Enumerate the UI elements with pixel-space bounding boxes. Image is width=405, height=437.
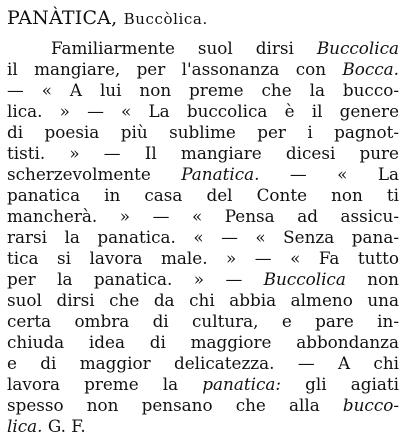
text-run: il mangiare, per l'assonanza con [7, 59, 343, 79]
text-run: G. F. [42, 416, 86, 436]
text-line [7, 290, 399, 311]
text-run: scherzevolmente [7, 164, 182, 184]
text-line [7, 38, 399, 59]
text-run: lavora preme la [7, 374, 203, 394]
italic-term: panatica: [202, 374, 282, 394]
text-run: tisti. » — Il mangiare dicesi pure [7, 143, 399, 163]
text-line [7, 143, 399, 164]
text-run: mancherà. » — « Pensa ad assicu- [7, 206, 399, 226]
text-run: — « A lui non preme che la bucco- [7, 80, 399, 100]
text-line [7, 80, 399, 101]
text-line [7, 206, 399, 227]
text-line [7, 248, 399, 269]
text-line [7, 332, 399, 353]
text-line [7, 101, 399, 122]
text-run: tica si lavora male. » — « Fa tutto [7, 248, 399, 268]
text-run: panatica in casa del Conte non ti [7, 185, 399, 205]
text-run: per la panatica. » — [7, 269, 264, 289]
text-run: rarsi la panatica. « — « Senza pana- [7, 227, 399, 247]
italic-term: Buccolica [263, 269, 346, 289]
entry-heading [7, 6, 208, 31]
italic-term: bucco- [342, 395, 399, 415]
text-run: suol dirsi che da chi abbia almeno una [7, 290, 399, 310]
text-run: Familiarmente suol dirsi [51, 38, 317, 58]
text-line [7, 416, 399, 437]
text-line [7, 269, 399, 290]
entry-headword: PANÀTICA, [7, 7, 118, 29]
text-line [7, 374, 399, 395]
text-run: chiuda idea di maggiore abbondanza [7, 332, 399, 352]
text-line [7, 395, 399, 416]
text-run: spesso non pensano che alla [7, 395, 343, 415]
text-run: non [345, 269, 399, 289]
text-line [7, 353, 399, 374]
italic-term: lica. [7, 416, 43, 436]
italic-term: Panatica. [181, 164, 260, 184]
text-line [7, 164, 399, 185]
text-line [7, 227, 399, 248]
text-run: lica. » — « La buccolica è il genere [7, 101, 399, 121]
text-line [7, 311, 399, 332]
text-line [7, 122, 399, 143]
text-run: gli agiati [281, 374, 399, 394]
entry-variant: Buccòlica. [123, 10, 208, 28]
entry-body [7, 38, 399, 437]
text-run: e di maggior delicatezza. — A chi [7, 353, 399, 373]
text-line [7, 59, 399, 80]
italic-term: Bocca. [342, 59, 399, 79]
text-run: di poesia più sublime per i pagnot- [7, 122, 399, 142]
italic-term: Buccolica [316, 38, 399, 58]
text-line [7, 185, 399, 206]
text-run: — « La [259, 164, 399, 184]
text-run: certa ombra di cultura, e pare in- [7, 311, 399, 331]
